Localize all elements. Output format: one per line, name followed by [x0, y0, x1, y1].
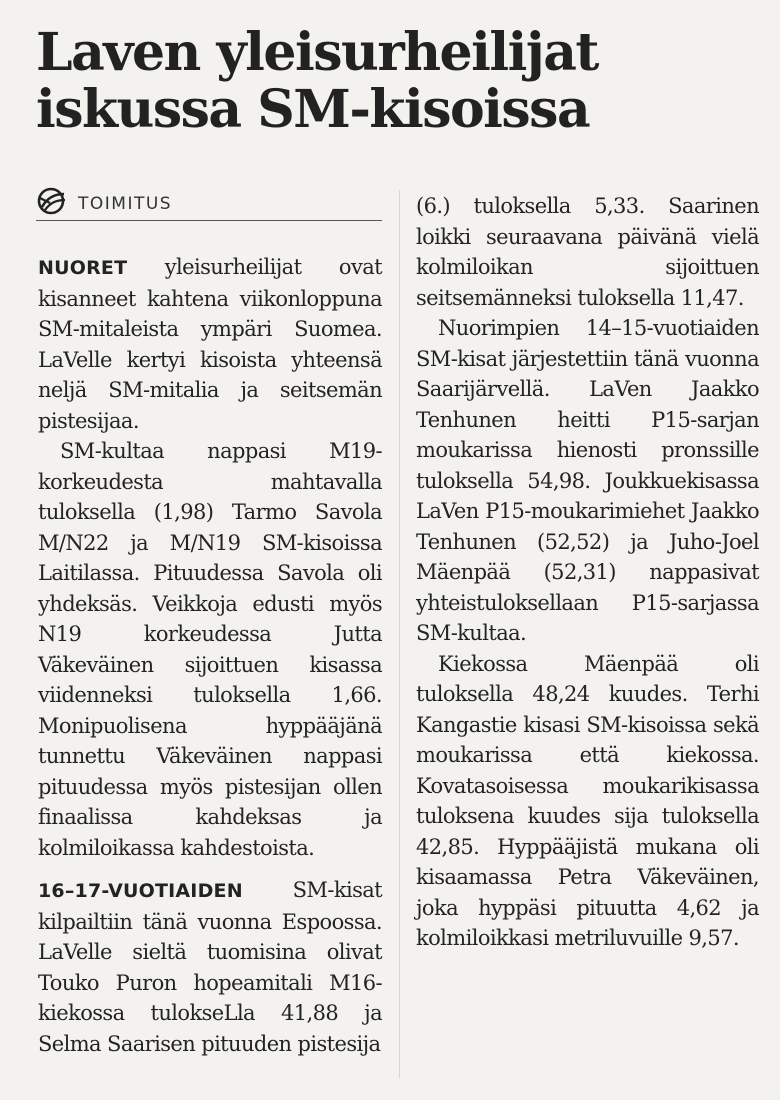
- paragraph-lead-word: NUORET: [38, 257, 128, 279]
- byline: [36, 186, 382, 221]
- article-column-1: [38, 252, 382, 1059]
- paragraph-text: yleisurheilijat ovat kisanneet kahtena viikonloppuna SM-mitaleista ympäri Suomea. LaVelle kertyi kisoista yhteensä neljä SM-mitalia ja seitsemän pistesijaa.: [38, 255, 382, 433]
- column-divider: [399, 190, 400, 1078]
- newspaper-logo-icon: [36, 186, 68, 216]
- article-paragraph-5: Kiekossa Mäenpää oli tuloksella 48,24 kuudes. Terhi Kangastie kisasi SM-kisoissa sekä moukarissa että kiekossa. Kovatasoisessa moukarikisassa tuloksena kuudes sija tuloksella 42,85. Hyppääjistä mukana oli kisaamassa Petra Väkeväinen, joka hyppäsi pituutta 4,62 ja kolmiloikkasi metriluvuille 9,57.: [416, 651, 759, 950]
- byline-author: TOIMITUS: [78, 194, 173, 214]
- article-paragraph-1: [38, 252, 382, 436]
- article-paragraph-3: [38, 875, 382, 1059]
- article-paragraph-3-continued: (6.) tuloksella 5,33. Saarinen loikki seuraavana päivänä vielä kolmiloikan sijoittuen seitsemänneksi tuloksella 11,47.: [416, 194, 759, 310]
- paragraph-lead-word: 16–17-VUOTIAIDEN: [38, 880, 243, 902]
- article-headline: [36, 24, 736, 138]
- headline-line-2: iskussa SM-kisoissa: [36, 79, 590, 140]
- article-paragraph-2: SM-kultaa nappasi M19-korkeudesta mahtavalla tuloksella (1,98) Tarmo Savola M/N22 ja M/N19 SM-kisoissa Laitilassa. Pituudessa Savola oli yhdeksäs. Veikkoja edusti myös N19 korkeudessa Jutta Väkeväinen sijoittuen kisassa viidenneksi tuloksella 1,66. Monipuolisena hyppääjänä tunnettu Väkeväinen nappasi pituudessa myös pistesijan ollen finaalissa kahdeksas ja kolmiloikassa kahdestoista.: [38, 439, 382, 860]
- article-column-2: [416, 191, 759, 954]
- article-paragraph-4: Nuorimpien 14–15-vuotiaiden SM-kisat järjestettiin tänä vuonna Saarijärvellä. LaVen Jaakko Tenhunen heitti P15-sarjan moukarissa hienosti pronssille tuloksella 54,98. Joukkuekisassa LaVen P15-moukarimiehet Jaakko Tenhunen (52,52) ja Juho-Joel Mäenpää (52,31) nappasivat yhteistuloksellaan P15-sarjassa SM-kultaa.: [416, 316, 759, 645]
- headline-line-1: Laven yleisurheilijat: [36, 22, 598, 83]
- paragraph-text: SM-kisat kilpailtiin tänä vuonna Espoossa. LaVelle sieltä tuomisina olivat Touko Puron hopeamitali M16-kiekossa tulokseLla 41,88 ja Selma Saarisen pituuden pistesija: [38, 878, 382, 1056]
